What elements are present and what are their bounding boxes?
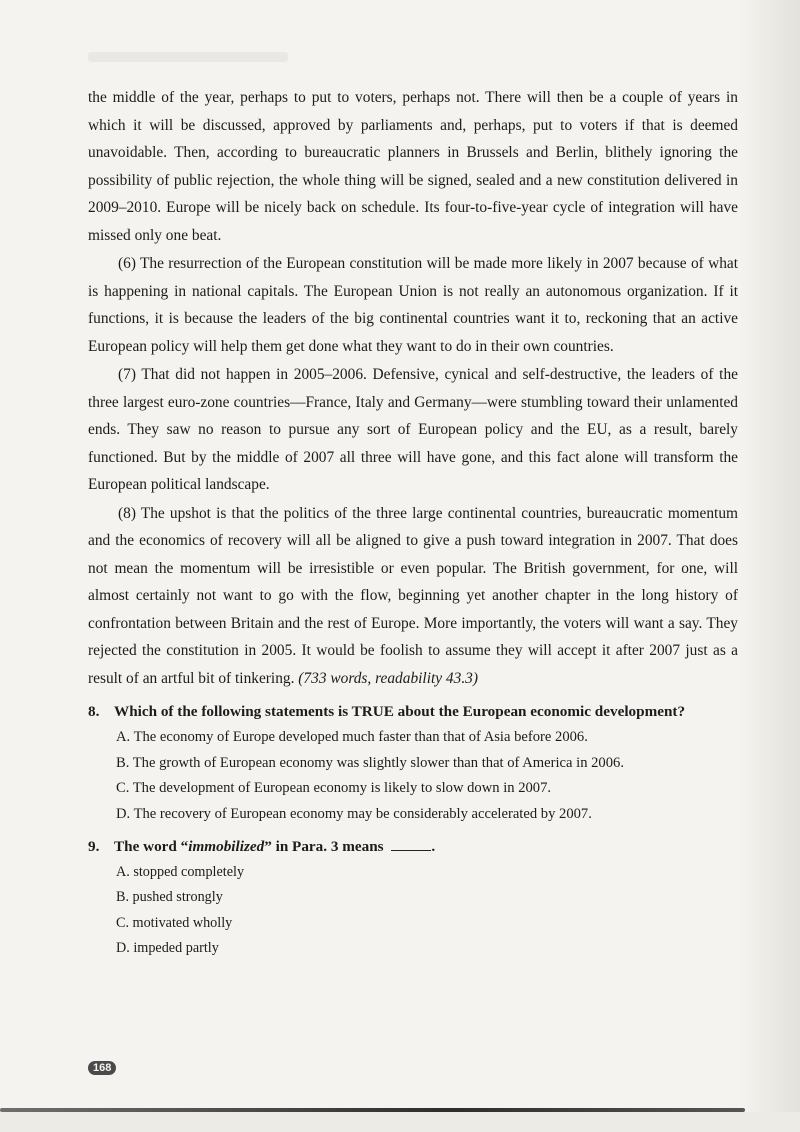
paragraph-8 bbox=[88, 500, 738, 693]
page-background-below bbox=[0, 1112, 800, 1132]
option-d[interactable]: D. The recovery of European economy may be considerably accelerated by 2007. bbox=[116, 805, 592, 822]
bleed-through-header bbox=[88, 52, 288, 62]
paragraph-7: (7) That did not happen in 2005–2006. Defensive, cynical and self-destructive, the leaders of the three largest euro-zone countries—France, Italy and Germany—were stumbling toward their unlamented ends. They saw no reason to pursue any sort of European policy and the EU, as a result, barely functioned. But by the middle of 2007 all three will have gone, and this fact alone will transform the European political landscape. bbox=[88, 366, 738, 493]
question-number: 8. bbox=[88, 703, 100, 720]
paragraph-8-text: (8) The upshot is that the politics of the three large continental countries, bureaucratic momentum and the economics of recovery will all be aligned to give a push toward integration in 2007. That does not mean the momentum will be irresistible or even popular. The British government, for one, will almost certainly not want to go with the flow, beginning yet another chapter in the long history of confrontation between Britain and the rest of Europe. More importantly, the voters will want a say. They rejected the constitution in 2005. It would be foolish to assume they will accept it after 2007 just as a result of an artful bit of tinkering. bbox=[88, 504, 738, 687]
stem-after: ” in Para. 3 means bbox=[264, 838, 384, 855]
reading-passage bbox=[88, 84, 738, 961]
paragraph-5-continuation: the middle of the year, perhaps to put to voters, perhaps not. There will then be a couple of years in which it will be discussed, approved by parliaments and, perhaps, put to voters if that is deemed unavoidable. Then, according to bureaucratic planners in Brussels and Berlin, blithely ignoring the possibility of public rejection, the whole thing will be signed, sealed and a new constitution delivered in 2009–2010. Europe will be nicely back on schedule. Its four-to-five-year cycle of integration will have missed only one beat. bbox=[88, 89, 738, 244]
paragraph-6: (6) The resurrection of the European constitution will be made more likely in 2007 because of what is happening in national capitals. The European Union is not really an autonomous organization. If it functions, it is because the leaders of the big continental countries want it to, reckoning that an active European policy will help them get done what they want to do in their own countries. bbox=[88, 255, 738, 355]
word-count-note: (733 words, readability 43.3) bbox=[298, 669, 478, 687]
question-9 bbox=[88, 833, 738, 860]
option-b[interactable]: B. pushed strongly bbox=[116, 889, 223, 906]
option-a[interactable]: A. stopped completely bbox=[116, 864, 245, 880]
stem-end: . bbox=[431, 838, 436, 855]
page-edge-shadow bbox=[740, 0, 800, 1132]
question-stem: Which of the following statements is TRUE about the European economic development? bbox=[114, 703, 686, 720]
stem-before: The word “ bbox=[114, 838, 189, 855]
option-d[interactable]: D. impeded partly bbox=[116, 939, 219, 956]
answer-blank[interactable] bbox=[391, 836, 431, 851]
page-number-badge: 168 bbox=[88, 1061, 116, 1075]
option-c[interactable]: C. motivated wholly bbox=[116, 914, 233, 931]
question-number: 9. bbox=[88, 838, 100, 855]
option-b[interactable]: B. The growth of European economy was slightly slower than that of America in 2006. bbox=[116, 754, 624, 771]
question-9-options bbox=[116, 860, 738, 961]
vocab-term: immobilized bbox=[188, 838, 265, 855]
option-a[interactable]: A. The economy of Europe developed much faster than that of Asia before 2006. bbox=[116, 729, 588, 745]
option-c[interactable]: C. The development of European economy is likely to slow down in 2007. bbox=[116, 780, 552, 796]
question-stem bbox=[114, 833, 435, 860]
question-8-options bbox=[116, 725, 738, 827]
question-8 bbox=[88, 698, 738, 725]
